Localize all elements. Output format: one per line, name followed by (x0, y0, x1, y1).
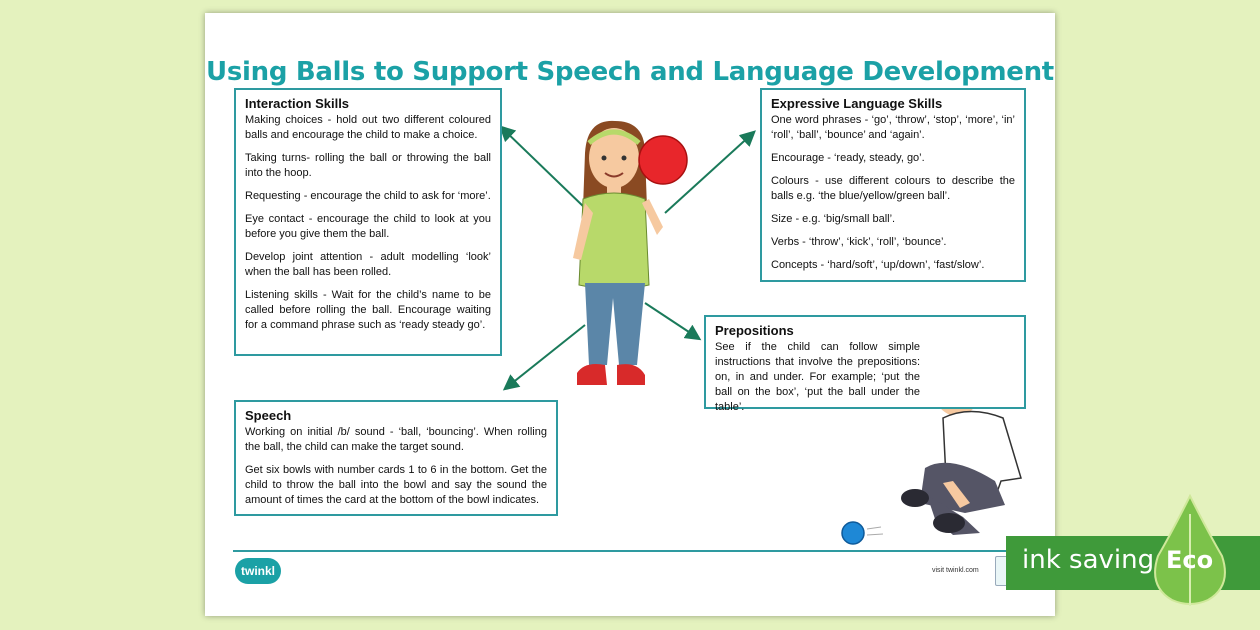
twinkl-logo[interactable]: twinkl (235, 558, 281, 584)
prepositions-item: See if the child can follow simple instructions that involve the prepositions: on, in and under. For example; ‘put the ball on the box’, ‘put the ball under the table’. (715, 341, 920, 413)
red-ball (639, 136, 687, 184)
interaction-item: Requesting - encourage the child to ask for ‘more’. (245, 190, 491, 202)
arrow-to-speech (506, 325, 585, 388)
footer-divider (233, 550, 1027, 552)
interaction-item: Listening skills - Wait for the child’s name to be called before rolling the ball. Encourage waiting for a command phrase such as ‘ready steady go’. (245, 289, 491, 331)
expressive-item: Verbs - ‘throw’, ‘kick’, ‘roll’, ‘bounce’. (771, 236, 947, 248)
interaction-item: Making choices - hold out two different coloured balls and encourage the child to make a choice. (245, 114, 491, 141)
speech-item: Get six bowls with number cards 1 to 6 in the bottom. Get the child to throw the ball into the bowl and say the sound the amount of times the card at the bottom of the bowl indicates. (245, 464, 547, 506)
expressive-item: Encourage - ‘ready, steady, go’. (771, 152, 925, 164)
visit-link[interactable]: visit twinkl.com (932, 567, 979, 574)
interaction-item: Eye contact - encourage the child to look at you before you give them the ball. (245, 213, 491, 240)
eco-banner-text: ink saving (1022, 545, 1155, 575)
speech-heading: Speech (245, 408, 292, 423)
speech-box (234, 400, 558, 516)
arrow-to-interaction (502, 128, 585, 208)
blue-ball (842, 522, 864, 544)
interaction-skills-box (234, 88, 502, 356)
expressive-item: Concepts - ‘hard/soft’, ‘up/down’, ‘fast/slow’. (771, 259, 985, 271)
prepositions-heading: Prepositions (715, 323, 794, 338)
arrow-to-prepositions (645, 303, 698, 338)
expressive-language-box (760, 88, 1026, 282)
interaction-heading: Interaction Skills (245, 96, 350, 111)
expressive-item: Colours - use different colours to describe the balls e.g. ‘the blue/yellow/green ball’. (771, 175, 1015, 202)
prepositions-box (704, 315, 1026, 413)
expressive-item: One word phrases - ‘go’, ‘throw’, ‘stop’, ‘more’, ‘in’ ‘roll’, ‘ball’, ‘bounce’ and ‘again’. (771, 114, 1015, 141)
worksheet-page (205, 13, 1055, 616)
eco-label: Eco (1166, 546, 1214, 574)
expressive-item: Size - e.g. ‘big/small ball’. (771, 213, 896, 225)
speech-item: Working on initial /b/ sound - ‘ball, ‘bouncing’. When rolling the ball, the child can make the target sound. (245, 426, 547, 453)
interaction-item: Taking turns- rolling the ball or throwing the ball into the hoop. (245, 152, 491, 179)
expressive-heading: Expressive Language Skills (771, 96, 943, 111)
page-title: Using Balls to Support Speech and Language Development (206, 57, 1054, 87)
interaction-item: Develop joint attention - adult modelling ‘look’ when the ball has been rolled. (245, 251, 491, 278)
